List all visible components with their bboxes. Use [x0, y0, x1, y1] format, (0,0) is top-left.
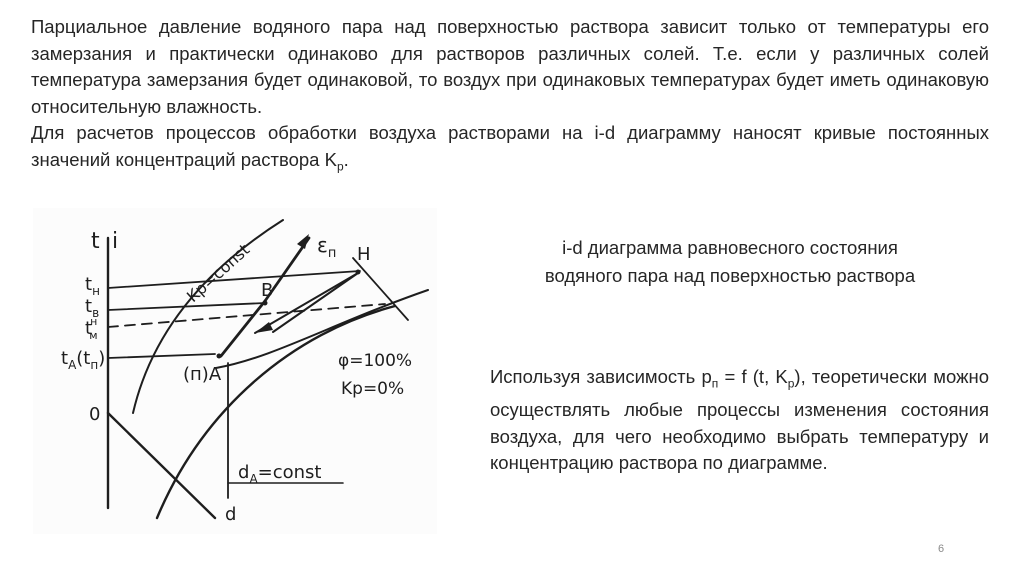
- intro-paragraph-2-end: .: [343, 148, 349, 170]
- d-axis-label: d: [225, 504, 237, 525]
- k-subscript: p: [787, 376, 795, 391]
- t-axis-label: t: [91, 229, 100, 254]
- diagram-caption: [490, 234, 970, 290]
- i-axis-label: i: [112, 229, 119, 254]
- zero-label: 0: [89, 404, 101, 425]
- caption-line-1: i-d диаграмма равновесного состояния: [562, 237, 898, 258]
- p-subscript: п: [711, 376, 719, 391]
- usage-text-start: Используя зависимость p: [490, 366, 712, 387]
- kp-const-label: Kp=const: [182, 240, 254, 306]
- phi-100-curve: [157, 306, 395, 518]
- t-m-label: tн м: [85, 315, 98, 342]
- caption-line-2: водяного пара над поверхностью раствора: [544, 265, 916, 286]
- usage-text: [490, 364, 989, 477]
- point-a-dot: [217, 354, 222, 359]
- point-h-dot: [356, 270, 361, 275]
- t-h-label: $t_н$: [85, 274, 100, 298]
- page-number: 6: [938, 543, 945, 555]
- usage-text-end: ), теоретически можно осуществлять любые процессы изменения состояния воздуха, для чего необходимо выбрать температуру и концентрацию раствора по диаграмме.: [490, 366, 989, 474]
- d-a-const-label: $d_A=const$: [238, 462, 322, 486]
- t-a-label: $t_A(t_п)$: [61, 348, 106, 372]
- d-axis-line: [108, 413, 215, 518]
- usage-text-mid: = f (t, K: [718, 366, 788, 387]
- intro-paragraph-1: Парциальное давление водяного пара над поверхностью раствора зависит только от температуры его замерзания и практически одинаково для растворов различных солей. Т.е. если у различных солей температура замерзания будет одинаковой, то воздух при одинаковых температурах будет иметь одинаковую относительную влажность.: [31, 16, 989, 117]
- intro-paragraph-2: [31, 120, 989, 180]
- point-b-dot: [263, 301, 268, 306]
- id-diagram-svg: [33, 208, 437, 534]
- phi-100-label: φ=100%: [338, 351, 413, 371]
- kp-zero-label: Kp=0%: [341, 379, 405, 399]
- point-h-label: H: [357, 244, 371, 265]
- isotherm-tn-line: [108, 271, 360, 288]
- id-diagram: [33, 208, 437, 534]
- point-a-label: (п)A: [183, 364, 222, 385]
- intro-paragraph-2-text: Для расчетов процессов обработки воздуха растворами на i-d диаграмму наносят кривые постоянных значений концентраций раствора K: [31, 122, 989, 170]
- epsilon-label: $\varepsilon_п$: [317, 233, 337, 261]
- intro-text: [31, 14, 989, 180]
- process-line-a-b: [221, 301, 265, 356]
- kp-subscript: p: [336, 159, 344, 174]
- point-b-label: B: [261, 280, 274, 301]
- t-b-label: $t_в$: [85, 296, 100, 320]
- isotherm-ta-line: [108, 354, 215, 358]
